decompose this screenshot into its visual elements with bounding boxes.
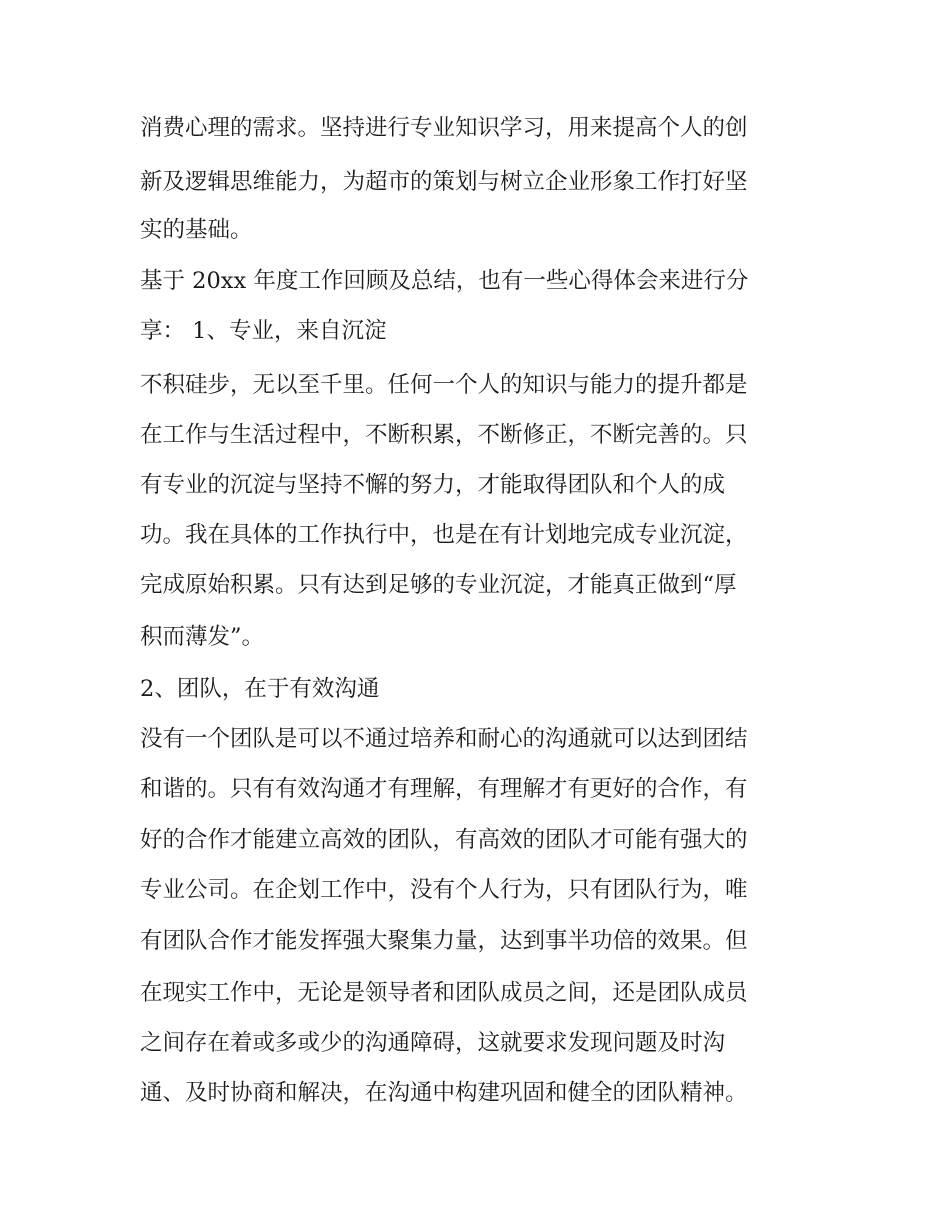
text-line: 有团队合作才能发挥强大聚集力量，达到事半功倍的效果。但 (140, 928, 748, 954)
text-line: 没有一个团队是可以不通过培养和耐心的沟通就可以达到团结 (140, 726, 748, 752)
text-line: 通、及时协商和解决，在沟通中构建巩固和健全的团队精神。 (140, 1080, 748, 1106)
text-line: 积而薄发”。 (140, 624, 265, 650)
text-line: 功。我在具体的工作执行中，也是在有计划地完成专业沉淀， (140, 522, 748, 548)
text-line: 实的基础。 (140, 217, 253, 243)
text-line: 在现实工作中，无论是领导者和团队成员之间，还是团队成员 (140, 980, 748, 1006)
text-line: 专业公司。在企划工作中，没有个人行为，只有团队行为，唯 (140, 877, 748, 903)
text-line: 在工作与生活过程中，不断积累，不断修正，不断完善的。只 (140, 422, 748, 448)
text-line: 新及逻辑思维能力，为超市的策划与树立企业形象工作打好坚 (140, 169, 748, 195)
text-line: 完成原始积累。只有达到足够的专业沉淀，才能真正做到“厚 (140, 572, 737, 598)
text-line: 好的合作才能建立高效的团队，有高效的团队才可能有强大的 (140, 827, 748, 853)
text-line: 和谐的。只有有效沟通才有理解，有理解才有更好的合作，有 (140, 776, 748, 802)
text-line: 享： 1、专业，来自沉淀 (140, 318, 387, 344)
text-line: 消费心理的需求。坚持进行专业知识学习，用来提高个人的创 (140, 115, 748, 141)
text-line: 基于 20xx 年度工作回顾及总结，也有一些心得体会来进行分 (140, 268, 749, 294)
text-line: 有专业的沉淀与坚持不懈的努力，才能取得团队和个人的成 (140, 472, 726, 498)
text-line: 不积硅步，无以至千里。任何一个人的知识与能力的提升都是 (140, 372, 748, 398)
section-heading: 2、团队，在于有效沟通 (140, 676, 380, 702)
text-line: 之间存在着或多或少的沟通障碍，这就要求发现问题及时沟 (140, 1030, 726, 1056)
